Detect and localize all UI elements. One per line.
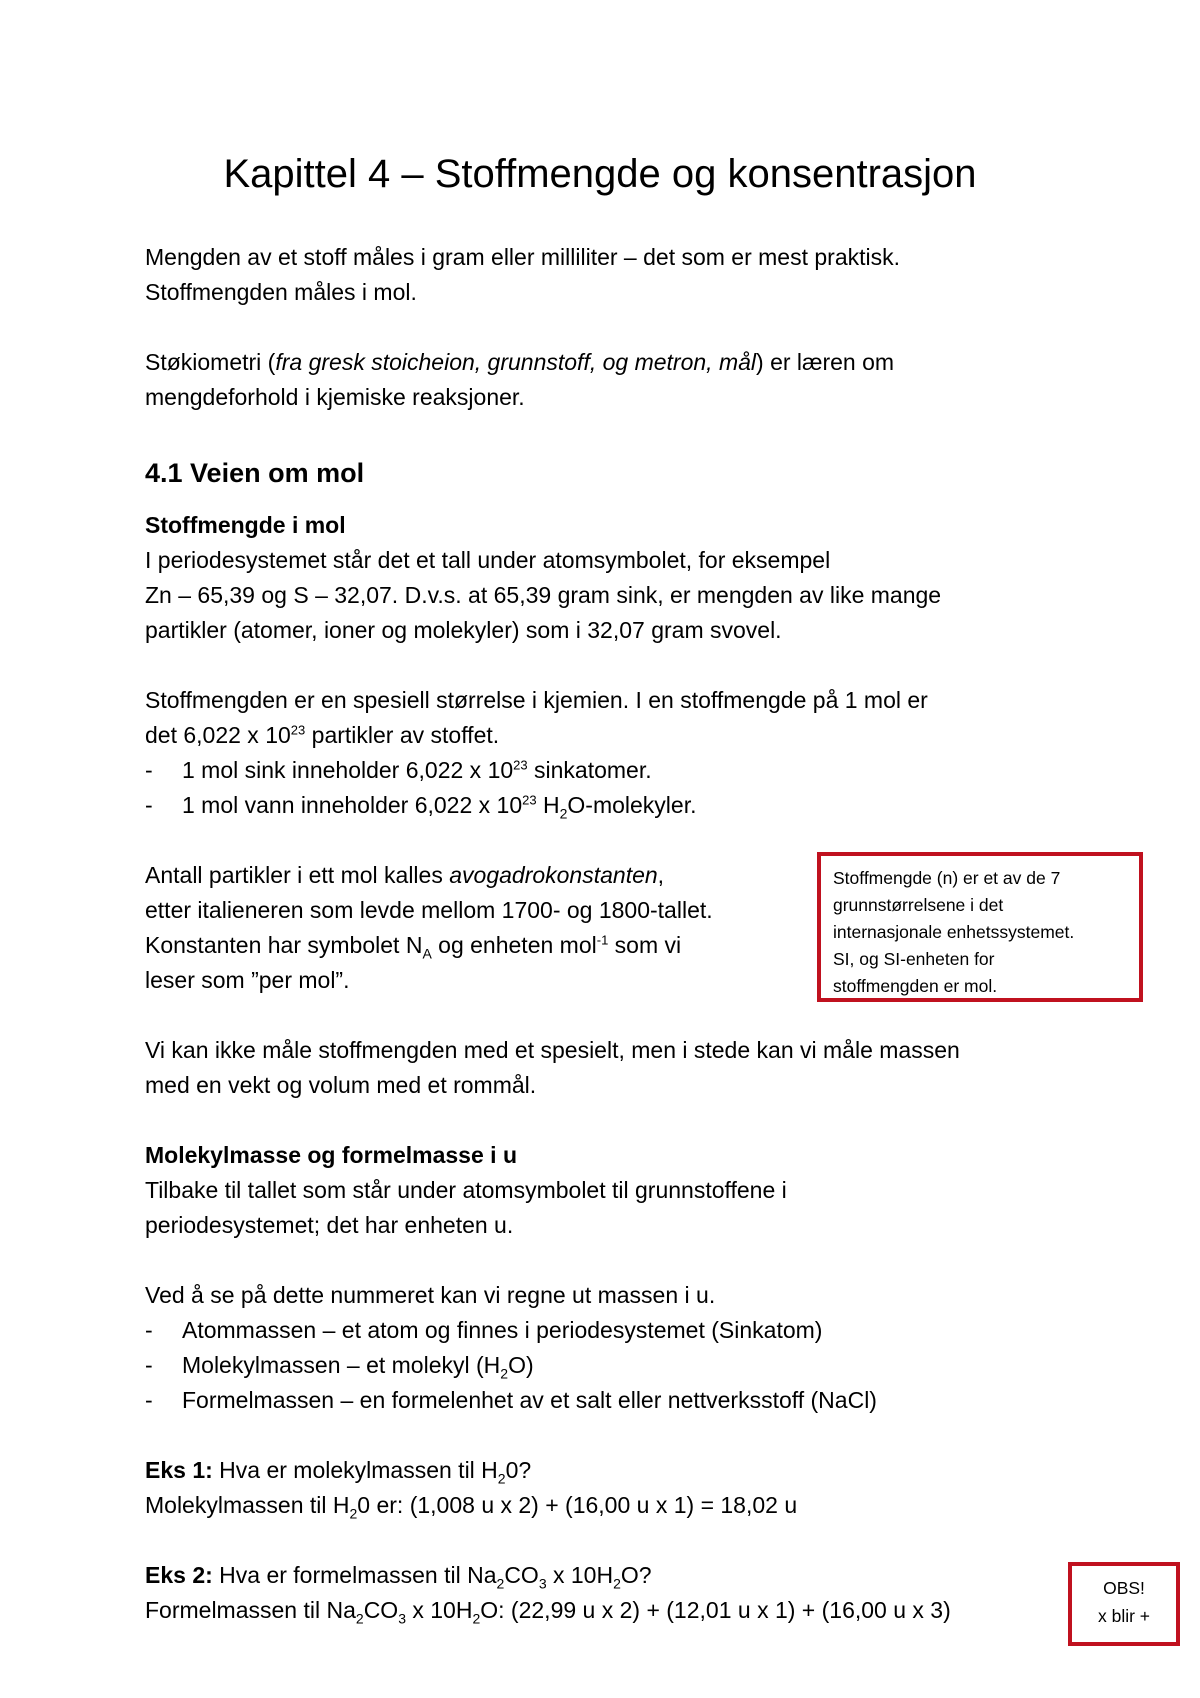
subheading: Stoffmengde i mol bbox=[145, 512, 346, 538]
subheading: Molekylmasse og formelmasse i u bbox=[145, 1142, 517, 1168]
example-question: Eks 2: Hva er formelmassen til $Na_2CO_3$ x $10H_2O$? bbox=[145, 1562, 652, 1592]
note-line: Stoffmengde (n) er et av de 7 bbox=[833, 868, 1061, 888]
obs-line: x blir + bbox=[1097, 1606, 1151, 1626]
body-line: Stoffmengden er en spesiell størrelse i kjemien. I en stoffmengde på 1 mol er bbox=[145, 687, 928, 713]
intro-stoichiometry-line: Støkiometri (fra gresk stoicheion, grunnstoff, og metron, mål) er læren om bbox=[145, 349, 895, 375]
list-item: - 1 mol vann inneholder 6,022 x $10^{23}$ $H_2O$-molekyler. bbox=[145, 792, 697, 822]
intro-line: mengdeforhold i kjemiske reaksjoner. bbox=[145, 384, 525, 410]
body-line: Vi kan ikke måle stoffmengden med et spesielt, men i stede kan vi måle massen bbox=[145, 1037, 960, 1063]
section-heading: 4.1 Veien om mol bbox=[145, 458, 365, 488]
note-line: SI, og SI-enheten for bbox=[833, 949, 995, 969]
body-line: periodesystemet; det har enheten u. bbox=[145, 1212, 514, 1238]
page-title: Kapittel 4 – Stoffmengde og konsentrasjon bbox=[223, 152, 977, 196]
body-line: Tilbake til tallet som står under atomsymbolet til grunnstoffene i bbox=[145, 1177, 787, 1203]
body-line: I periodesystemet står det et tall under atomsymbolet, for eksempel bbox=[145, 547, 831, 573]
obs-note-box bbox=[1068, 1562, 1180, 1646]
obs-line: OBS! bbox=[1103, 1578, 1145, 1598]
list-item: - Molekylmassen – et molekyl $(H_2O)$ bbox=[145, 1352, 534, 1382]
body-line: Konstanten har symbolet $N_A$ og enheten mol$^{-1}$ som vi bbox=[145, 932, 682, 962]
note-line: stoffmengden er mol. bbox=[833, 976, 998, 996]
body-line: Antall partikler i ett mol kalles avogadrokonstanten, bbox=[145, 862, 665, 888]
body-line: leser som ”per mol”. bbox=[145, 967, 350, 993]
si-note-box bbox=[817, 852, 1143, 1002]
note-line: grunnstørrelsene i det bbox=[833, 895, 1004, 915]
example-answer: Molekylmassen til $H_20$ er: (1,008 u x 2) + (16,00 u x 1) = 18,02 u bbox=[145, 1492, 798, 1522]
body-line: med en vekt og volum med et rommål. bbox=[145, 1072, 537, 1098]
note-line: internasjonale enhetssystemet. bbox=[833, 922, 1075, 942]
body-line: partikler (atomer, ioner og molekyler) som i 32,07 gram svovel. bbox=[145, 617, 782, 643]
example-question: Eks 1: Hva er molekylmassen til $H_20$? bbox=[145, 1457, 532, 1487]
list-item: - Atommassen – et atom og finnes i periodesystemet (Sinkatom) bbox=[145, 1317, 823, 1343]
intro-line: Stoffmengden måles i mol. bbox=[145, 279, 417, 305]
example-answer: Formelmassen til $Na_2CO_3$ x $10H_2O$: (22,99 u x 2) + (12,01 u x 1) + (16,00 u x 3) bbox=[145, 1597, 951, 1627]
list-item: - 1 mol sink inneholder 6,022 x $10^{23}$ sinkatomer. bbox=[145, 757, 652, 783]
body-line: etter italieneren som levde mellom 1700- og 1800-tallet. bbox=[145, 897, 713, 923]
intro-line: Mengden av et stoff måles i gram eller milliliter – det som er mest praktisk. bbox=[145, 244, 901, 270]
body-line: Ved å se på dette nummeret kan vi regne ut massen i u. bbox=[145, 1282, 716, 1308]
body-line: Zn – 65,39 og S – 32,07. D.v.s. at 65,39 gram sink, er mengden av like mange bbox=[145, 582, 942, 608]
body-line: det 6,022 x $10^{23}$ partikler av stoffet. bbox=[145, 722, 500, 748]
list-item: - Formelmassen – en formelenhet av et salt eller nettverksstoff (NaCl) bbox=[145, 1387, 877, 1413]
